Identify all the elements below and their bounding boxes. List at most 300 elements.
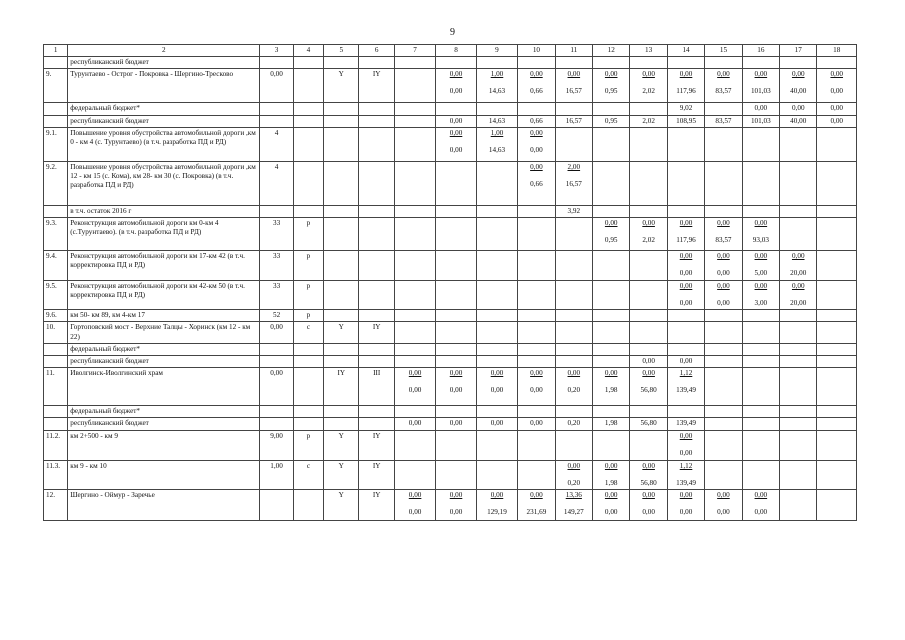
- value-bottom: 117,96: [676, 236, 696, 245]
- value-top: 0,00: [717, 219, 730, 228]
- value-cell: [260, 418, 293, 430]
- item-name-cell: Иволгинск-Иволгинский храм: [68, 368, 260, 406]
- value-top: 0,00: [567, 70, 581, 79]
- value-gap: [670, 291, 702, 299]
- value-cell: [394, 310, 435, 322]
- table-row: [44, 343, 857, 355]
- value-cell: [293, 127, 323, 161]
- value-bottom: 0,00: [679, 448, 693, 457]
- value-cell: [436, 460, 476, 489]
- value-cell: [630, 322, 667, 343]
- value-cell: [705, 127, 742, 161]
- value-gap: [632, 500, 664, 508]
- value-cell: [359, 103, 394, 115]
- value-gap: [520, 500, 552, 508]
- value-cell: [630, 281, 667, 310]
- value-cell: [630, 406, 667, 418]
- value-cell: 56,80: [630, 418, 667, 430]
- value-cell: [705, 57, 742, 69]
- value-cell: [293, 368, 323, 406]
- value-gap: [520, 172, 552, 180]
- value-cell: [476, 205, 517, 217]
- value-cell: [518, 310, 555, 322]
- header-cell: 10: [518, 45, 555, 57]
- value-cell: [780, 430, 817, 460]
- item-name-cell: федеральный бюджет*: [68, 343, 260, 355]
- value-cell: [555, 127, 592, 161]
- row-number-cell: 9.3.: [44, 218, 68, 251]
- value-cell: [359, 57, 394, 69]
- value-gap: [745, 261, 777, 269]
- value-cell: [359, 343, 394, 355]
- value-cell: [593, 251, 630, 281]
- value-cell: [593, 205, 630, 217]
- value-bottom: 101,03: [750, 87, 771, 96]
- value-cell: [630, 57, 667, 69]
- value-bottom: 14,63: [488, 87, 506, 96]
- value-bottom: 0,00: [830, 87, 844, 96]
- value-gap: [707, 291, 739, 299]
- value-cell: Y: [324, 69, 359, 103]
- value-top: 0,00: [490, 490, 504, 499]
- value-cell: [476, 103, 517, 115]
- value-gap: [707, 79, 739, 87]
- value-cell: [555, 406, 592, 418]
- value-cell: [555, 310, 592, 322]
- value-cell: [436, 489, 476, 520]
- value-cell: [705, 430, 742, 460]
- value-cell: [817, 251, 857, 281]
- value-cell: [780, 281, 817, 310]
- value-cell: [780, 418, 817, 430]
- table-row: [44, 103, 857, 115]
- value-cell: Y: [324, 489, 359, 520]
- value-cell: [667, 161, 704, 205]
- value-cell: [394, 115, 435, 127]
- value-bottom: 0,00: [604, 507, 618, 516]
- value-cell: [555, 69, 592, 103]
- header-cell: 7: [394, 45, 435, 57]
- value-cell: р: [293, 251, 323, 281]
- value-cell: [436, 368, 476, 406]
- value-cell: [324, 251, 359, 281]
- value-cell: [630, 460, 667, 489]
- value-cell: [780, 251, 817, 281]
- value-cell: [705, 310, 742, 322]
- value-cell: [705, 103, 742, 115]
- value-bottom: 0,00: [642, 507, 655, 516]
- value-top: 0,00: [679, 431, 693, 440]
- value-cell: 0,66: [518, 115, 555, 127]
- value-cell: [518, 355, 555, 367]
- value-cell: [518, 406, 555, 418]
- value-cell: [394, 103, 435, 115]
- item-name-cell: республиканский бюджет: [68, 115, 260, 127]
- value-top: 0,00: [754, 490, 768, 499]
- table-row: [44, 251, 857, 281]
- value-cell: р: [293, 218, 323, 251]
- value-cell: [518, 127, 555, 161]
- header-cell: 14: [667, 45, 704, 57]
- value-bottom: 0,66: [530, 87, 543, 96]
- header-cell: 15: [705, 45, 742, 57]
- value-cell: [667, 57, 704, 69]
- value-cell: IY: [359, 460, 394, 489]
- value-gap: [595, 500, 627, 508]
- value-bottom: 14,63: [488, 145, 506, 154]
- value-cell: [555, 57, 592, 69]
- value-cell: [630, 310, 667, 322]
- header-cell: 1: [44, 45, 68, 57]
- value-cell: 101,03: [742, 115, 779, 127]
- value-cell: [555, 103, 592, 115]
- value-bottom: 83,57: [715, 87, 732, 96]
- value-cell: [593, 460, 630, 489]
- value-cell: 1,98: [593, 418, 630, 430]
- value-cell: [742, 418, 779, 430]
- value-cell: 0,00: [630, 355, 667, 367]
- value-cell: р: [293, 310, 323, 322]
- table-row: [44, 281, 857, 310]
- value-cell: [742, 69, 779, 103]
- value-gap: [595, 471, 627, 479]
- value-cell: [742, 355, 779, 367]
- value-cell: [780, 343, 817, 355]
- value-cell: [436, 430, 476, 460]
- table-row: [44, 460, 857, 489]
- value-cell: [394, 205, 435, 217]
- value-cell: [667, 218, 704, 251]
- value-cell: [518, 489, 555, 520]
- value-gap: [819, 79, 854, 87]
- value-cell: [436, 355, 476, 367]
- value-cell: [705, 322, 742, 343]
- value-cell: [705, 460, 742, 489]
- value-cell: [705, 281, 742, 310]
- value-gap: [632, 378, 664, 386]
- table-row: [44, 115, 857, 127]
- value-cell: [705, 489, 742, 520]
- value-gap: [707, 228, 739, 236]
- value-cell: [742, 460, 779, 489]
- value-cell: [780, 322, 817, 343]
- header-cell: 2: [68, 45, 260, 57]
- value-cell: [667, 322, 704, 343]
- value-cell: [260, 489, 293, 520]
- value-cell: [518, 368, 555, 406]
- value-cell: [742, 430, 779, 460]
- value-cell: [518, 322, 555, 343]
- value-gap: [479, 79, 515, 87]
- value-cell: [476, 343, 517, 355]
- value-cell: [667, 489, 704, 520]
- value-cell: [476, 281, 517, 310]
- value-cell: [630, 127, 667, 161]
- value-top: 0,00: [791, 252, 805, 261]
- value-cell: [742, 489, 779, 520]
- program-table: [43, 44, 857, 521]
- value-cell: 4: [260, 161, 293, 205]
- value-bottom: 0,00: [490, 386, 504, 395]
- value-bottom: 0,00: [408, 386, 422, 395]
- value-cell: [667, 205, 704, 217]
- value-cell: [260, 103, 293, 115]
- row-number-cell: [44, 418, 68, 430]
- value-cell: [817, 418, 857, 430]
- value-gap: [520, 79, 552, 87]
- value-cell: [817, 281, 857, 310]
- value-cell: [780, 368, 817, 406]
- value-bottom: 0,00: [679, 269, 693, 278]
- value-gap: [782, 291, 814, 299]
- value-cell: 33: [260, 251, 293, 281]
- value-top: 0,00: [791, 282, 805, 291]
- value-bottom: 0,00: [717, 269, 730, 278]
- value-bottom: 129,19: [487, 507, 507, 516]
- value-bottom: 0,00: [530, 145, 543, 154]
- value-gap: [558, 79, 590, 87]
- value-cell: 16,57: [555, 115, 592, 127]
- value-cell: [780, 310, 817, 322]
- table-row: [44, 355, 857, 367]
- value-top: 0,00: [604, 70, 618, 79]
- value-gap: [670, 441, 702, 449]
- table-row: [44, 57, 857, 69]
- value-bottom: 1,98: [604, 478, 618, 487]
- value-bottom: 20,00: [790, 299, 807, 308]
- value-gap: [479, 378, 515, 386]
- value-cell: [394, 430, 435, 460]
- value-bottom: 231,69: [526, 507, 547, 516]
- value-bottom: 139,49: [676, 386, 696, 395]
- value-cell: IY: [324, 368, 359, 406]
- value-cell: [436, 205, 476, 217]
- value-bottom: 2,02: [642, 87, 655, 96]
- value-top: 0,00: [717, 70, 730, 79]
- value-cell: [705, 368, 742, 406]
- value-cell: [476, 430, 517, 460]
- table-row: [44, 418, 857, 430]
- value-top: 1,12: [679, 461, 693, 470]
- value-cell: [436, 218, 476, 251]
- value-gap: [745, 79, 777, 87]
- value-cell: [742, 161, 779, 205]
- value-bottom: 3,00: [754, 299, 768, 308]
- value-top: 0,00: [604, 219, 618, 228]
- value-top: 0,00: [530, 128, 543, 137]
- value-gap: [479, 138, 515, 146]
- value-cell: [780, 460, 817, 489]
- value-bottom: 56,80: [640, 478, 657, 487]
- value-cell: [394, 368, 435, 406]
- value-cell: 1,00: [260, 460, 293, 489]
- value-bottom: 139,49: [676, 478, 696, 487]
- value-top: 0,00: [717, 282, 730, 291]
- value-top: 0,00: [530, 490, 543, 499]
- value-cell: [780, 205, 817, 217]
- value-top: 0,00: [679, 282, 693, 291]
- value-cell: [705, 205, 742, 217]
- value-top: 0,00: [642, 490, 655, 499]
- value-cell: [476, 460, 517, 489]
- value-cell: [555, 251, 592, 281]
- row-number-cell: 11.3.: [44, 460, 68, 489]
- item-name-cell: Гортоповский мост - Верхние Талцы - Хоринск (км 12 - км 22): [68, 322, 260, 343]
- value-gap: [745, 291, 777, 299]
- value-top: 0,00: [530, 162, 543, 171]
- row-number-cell: 9.1.: [44, 127, 68, 161]
- value-cell: [817, 406, 857, 418]
- value-cell: [555, 368, 592, 406]
- value-cell: IY: [359, 489, 394, 520]
- value-cell: [394, 460, 435, 489]
- value-cell: III: [359, 368, 394, 406]
- header-cell: 8: [436, 45, 476, 57]
- value-cell: [518, 343, 555, 355]
- value-cell: [518, 281, 555, 310]
- value-cell: 83,57: [705, 115, 742, 127]
- value-top: 0,00: [567, 369, 581, 378]
- value-cell: [817, 218, 857, 251]
- value-bottom: 5,00: [754, 269, 768, 278]
- value-cell: [630, 69, 667, 103]
- value-cell: [324, 281, 359, 310]
- value-cell: 9,00: [260, 430, 293, 460]
- value-cell: [518, 69, 555, 103]
- value-cell: [780, 489, 817, 520]
- value-cell: [359, 218, 394, 251]
- value-cell: р: [293, 430, 323, 460]
- item-name-cell: км 50- км 89, км 4-км 17: [68, 310, 260, 322]
- value-cell: 0,20: [555, 418, 592, 430]
- value-cell: [593, 355, 630, 367]
- value-cell: Y: [324, 322, 359, 343]
- value-cell: 0,00: [667, 355, 704, 367]
- value-gap: [558, 500, 590, 508]
- value-gap: [782, 79, 814, 87]
- value-cell: [518, 251, 555, 281]
- value-cell: [630, 343, 667, 355]
- value-cell: с: [293, 460, 323, 489]
- value-cell: [324, 205, 359, 217]
- value-cell: [593, 406, 630, 418]
- value-cell: 0,95: [593, 115, 630, 127]
- value-cell: [780, 355, 817, 367]
- value-cell: [817, 205, 857, 217]
- value-cell: [260, 343, 293, 355]
- value-bottom: 40,00: [790, 87, 807, 96]
- value-cell: [359, 355, 394, 367]
- value-cell: [817, 69, 857, 103]
- value-cell: [436, 310, 476, 322]
- value-cell: 52: [260, 310, 293, 322]
- value-bottom: 117,96: [676, 87, 696, 96]
- value-cell: [324, 115, 359, 127]
- value-cell: [630, 205, 667, 217]
- value-cell: [593, 69, 630, 103]
- row-number-cell: [44, 343, 68, 355]
- value-cell: [742, 368, 779, 406]
- header-cell: 16: [742, 45, 779, 57]
- value-cell: [436, 281, 476, 310]
- value-cell: [436, 251, 476, 281]
- value-top: 0,00: [490, 369, 504, 378]
- value-cell: [705, 418, 742, 430]
- item-name-cell: Шергино - Оймур - Заречье: [68, 489, 260, 520]
- table-row: [44, 218, 857, 251]
- value-top: 0,00: [642, 461, 655, 470]
- value-cell: [667, 343, 704, 355]
- value-cell: [476, 161, 517, 205]
- value-cell: [630, 368, 667, 406]
- item-name-cell: федеральный бюджет*: [68, 406, 260, 418]
- value-gap: [670, 471, 702, 479]
- header-cell: 3: [260, 45, 293, 57]
- value-top: 0,00: [679, 490, 693, 499]
- value-gap: [558, 172, 590, 180]
- value-cell: [436, 322, 476, 343]
- value-gap: [558, 471, 590, 479]
- value-cell: [817, 355, 857, 367]
- value-top: 0,00: [679, 70, 693, 79]
- header-cell: 13: [630, 45, 667, 57]
- row-number-cell: [44, 115, 68, 127]
- value-cell: [817, 489, 857, 520]
- value-cell: [742, 251, 779, 281]
- value-cell: [742, 57, 779, 69]
- value-top: 0,00: [567, 461, 581, 470]
- value-top: 1,12: [679, 369, 693, 378]
- value-cell: IY: [359, 69, 394, 103]
- value-cell: 9,02: [667, 103, 704, 115]
- value-cell: [518, 57, 555, 69]
- row-number-cell: [44, 205, 68, 217]
- value-cell: [476, 127, 517, 161]
- value-cell: [555, 460, 592, 489]
- item-name-cell: Турунтаево - Острог - Покровка - Шергино-Тресково: [68, 69, 260, 103]
- value-cell: [260, 205, 293, 217]
- value-gap: [595, 79, 627, 87]
- value-cell: IY: [359, 430, 394, 460]
- table-row: [44, 430, 857, 460]
- row-number-cell: 9.4.: [44, 251, 68, 281]
- value-cell: [667, 127, 704, 161]
- value-cell: IY: [359, 322, 394, 343]
- value-cell: [436, 103, 476, 115]
- value-cell: [742, 218, 779, 251]
- value-cell: 0,00: [476, 418, 517, 430]
- value-cell: [705, 69, 742, 103]
- value-cell: [436, 161, 476, 205]
- item-name-cell: Повышение уровня обустройства автомобильной дороги ,км 12 - км 15 (с. Кома), км 28- км 30 (с. Покровка) (в т.ч. разработка ПД и РД): [68, 161, 260, 205]
- value-cell: [780, 161, 817, 205]
- value-top: 0,00: [449, 128, 463, 137]
- value-cell: [555, 322, 592, 343]
- value-top: 13,36: [565, 490, 582, 499]
- value-cell: [436, 127, 476, 161]
- value-cell: [359, 115, 394, 127]
- table-row: [44, 310, 857, 322]
- table-row: [44, 368, 857, 406]
- value-cell: Y: [324, 430, 359, 460]
- value-top: 0,00: [408, 490, 422, 499]
- value-cell: [742, 343, 779, 355]
- value-cell: [593, 368, 630, 406]
- value-gap: [438, 500, 473, 508]
- value-cell: 40,00: [780, 115, 817, 127]
- value-top: 0,00: [449, 490, 463, 499]
- value-cell: [436, 69, 476, 103]
